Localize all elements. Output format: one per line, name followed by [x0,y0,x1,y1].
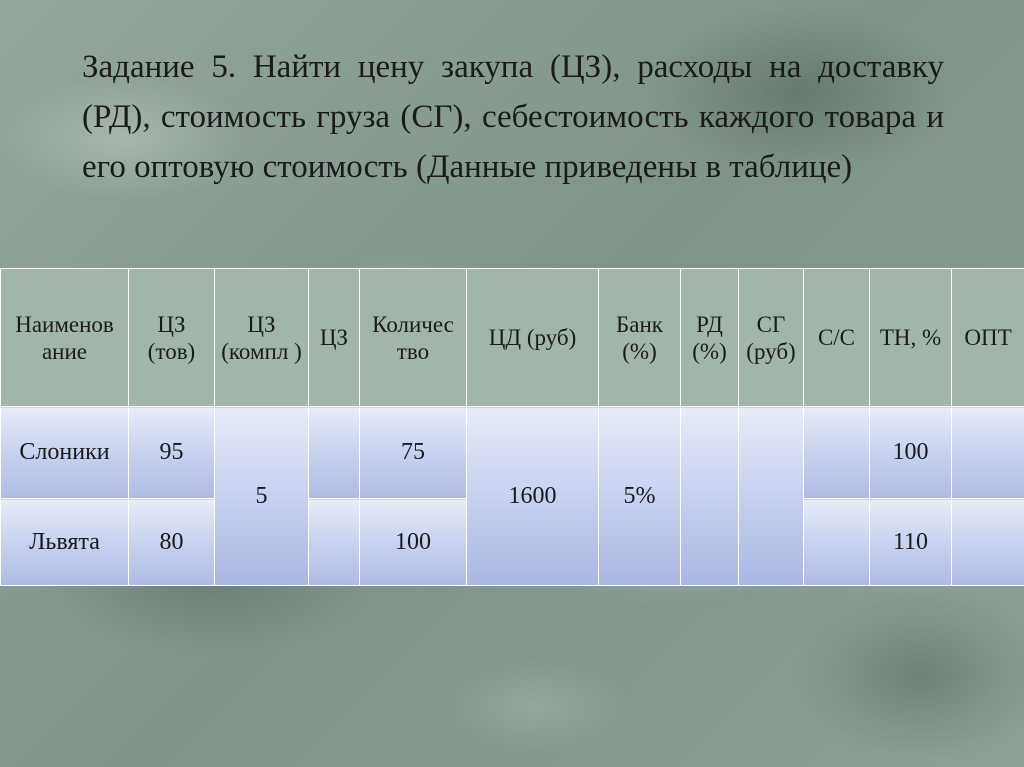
cell-ss [804,499,870,586]
header-opt: ОПТ [952,269,1024,407]
cell-cz [309,499,360,586]
cell-ss [804,407,870,499]
header-cz-tov: ЦЗ (тов) [129,269,215,407]
header-bank: Банк (%) [599,269,681,407]
header-cz: ЦЗ [309,269,360,407]
header-ss: С/С [804,269,870,407]
cell-cd: 1600 [467,407,599,586]
cell-opt [952,499,1024,586]
header-tn: ТН, % [870,269,952,407]
header-name: Наименов ание [1,269,129,407]
cell-cz-tov: 95 [129,407,215,499]
cell-qty: 75 [360,407,467,499]
cell-tn: 100 [870,407,952,499]
cell-cz-tov: 80 [129,499,215,586]
task-text: Задание 5. Найти цену закупа (ЦЗ), расходы на доставку (РД), стоимость груза (СГ), себестоимость каждого товара и его оптовую стоимость (Данные приведены в таблице) [82,49,944,185]
table-header-row [1,269,1024,407]
cell-tn: 110 [870,499,952,586]
table-row [1,407,1024,499]
header-cd: ЦД (руб) [467,269,599,407]
data-table [0,268,1024,586]
cell-name: Львята [1,499,129,586]
cell-sg [739,407,804,586]
cell-bank: 5% [599,407,681,586]
header-sg: СГ (руб) [739,269,804,407]
header-qty: Количес тво [360,269,467,407]
cell-qty: 100 [360,499,467,586]
header-rd: РД (%) [681,269,739,407]
cell-rd [681,407,739,586]
cell-cz-kompl: 5 [215,407,309,586]
cell-cz [309,407,360,499]
header-cz-kompl: ЦЗ (компл ) [215,269,309,407]
cell-name: Слоники [1,407,129,499]
cell-opt [952,407,1024,499]
